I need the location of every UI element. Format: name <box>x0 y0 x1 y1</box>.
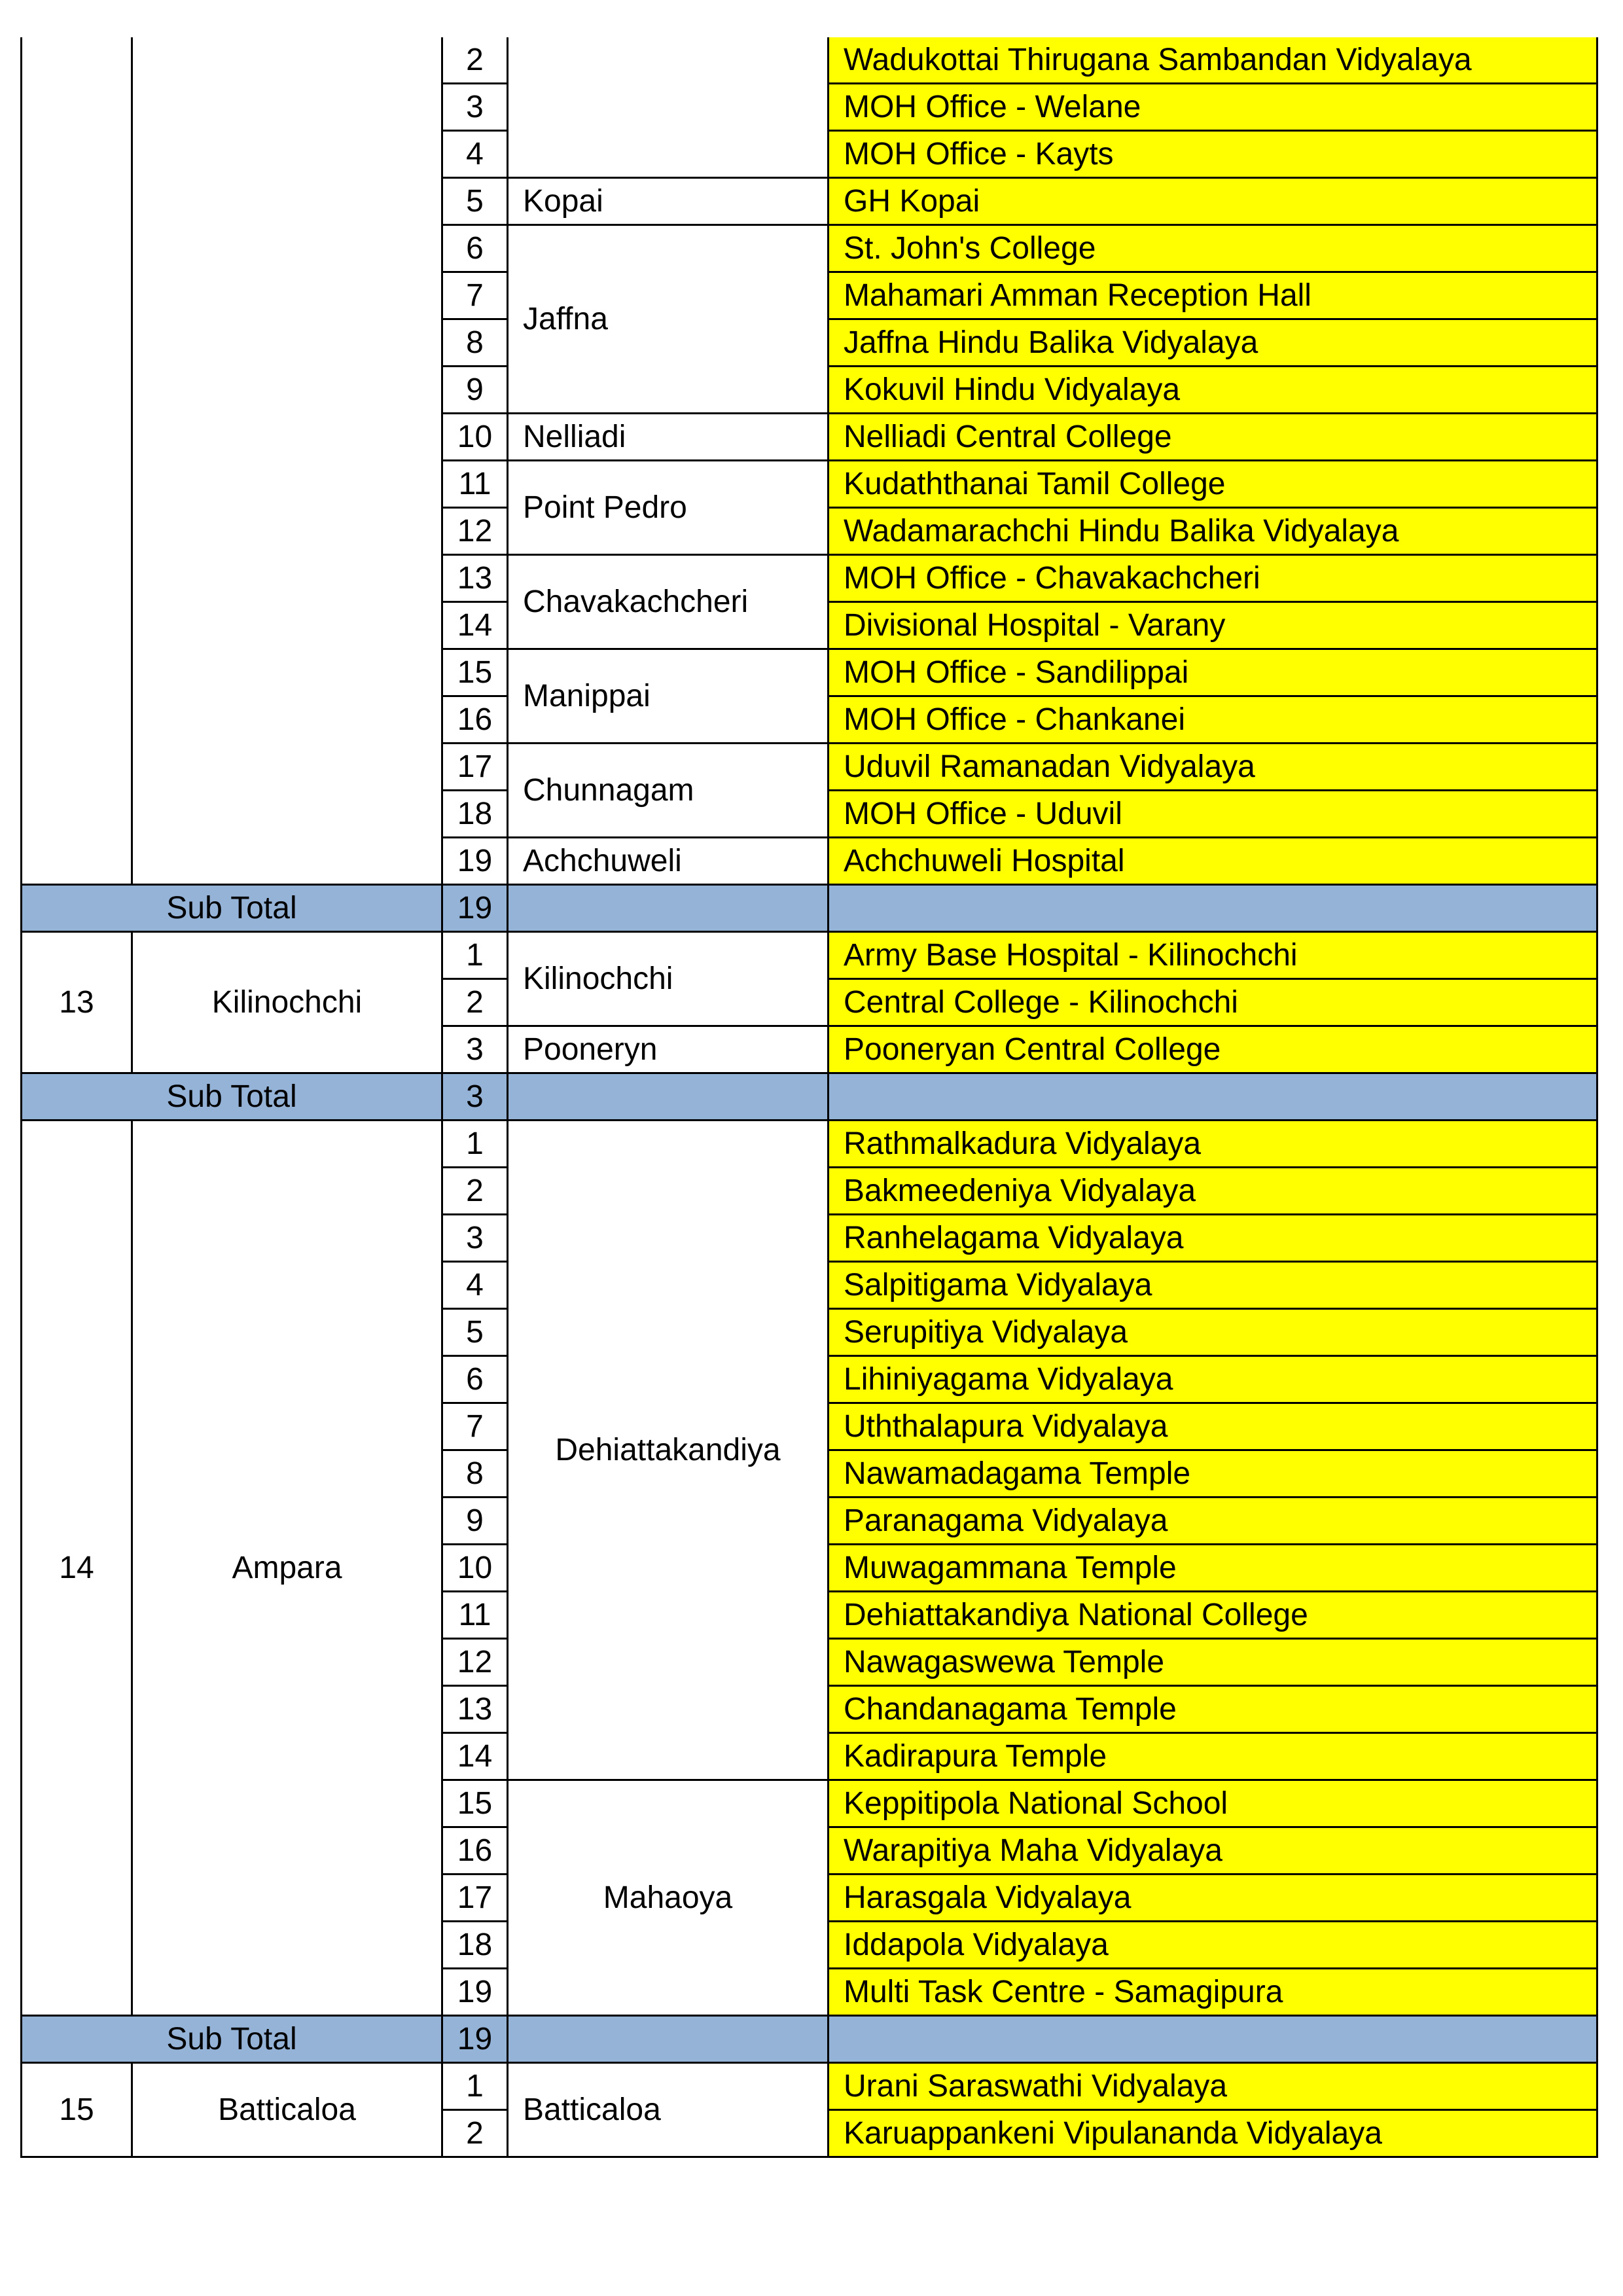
vaccination-centre: Paranagama Vidyalaya <box>829 1498 1597 1545</box>
serial-number: 15 <box>442 1780 508 1827</box>
vaccination-centre: Warapitiya Maha Vidyalaya <box>829 1827 1597 1874</box>
serial-number: 11 <box>442 461 508 508</box>
serial-number: 3 <box>442 1026 508 1073</box>
vaccination-centre: Karuappankeni Vipulananda Vidyalaya <box>829 2110 1597 2157</box>
district-name: Kilinochchi <box>132 932 442 1073</box>
district-name: Ampara <box>132 1121 442 2016</box>
vaccination-centre: Multi Task Centre - Samagipura <box>829 1969 1597 2016</box>
serial-number: 1 <box>442 932 508 979</box>
serial-number: 3 <box>442 84 508 131</box>
table-row <box>22 2063 1597 2110</box>
vaccination-centre: Pooneryan Central College <box>829 1026 1597 1073</box>
subtotal-blank <box>508 2016 829 2063</box>
district-number: 15 <box>22 2063 132 2157</box>
vaccination-centre: Wadukottai Thirugana Sambandan Vidyalaya <box>829 37 1597 84</box>
serial-number: 14 <box>442 602 508 649</box>
serial-number: 5 <box>442 1309 508 1356</box>
subtotal-label: Sub Total <box>22 2016 442 2063</box>
moh-area: Batticaloa <box>508 2063 829 2157</box>
subtotal-blank <box>829 1073 1597 1121</box>
vaccination-centre: GH Kopai <box>829 178 1597 225</box>
vaccination-centre: Kadirapura Temple <box>829 1733 1597 1780</box>
vaccination-centre: Nawagaswewa Temple <box>829 1639 1597 1686</box>
subtotal-row <box>22 885 1597 932</box>
vaccination-centre: MOH Office - Welane <box>829 84 1597 131</box>
district-number: 13 <box>22 932 132 1073</box>
serial-number: 10 <box>442 414 508 461</box>
vaccination-centre: Urani Saraswathi Vidyalaya <box>829 2063 1597 2110</box>
vaccination-centre: MOH Office - Sandilippai <box>829 649 1597 696</box>
moh-area: Kopai <box>508 178 829 225</box>
vaccination-centre: Keppitipola National School <box>829 1780 1597 1827</box>
vaccination-centre: Nawamadagama Temple <box>829 1450 1597 1498</box>
serial-number: 8 <box>442 319 508 367</box>
table-body <box>22 37 1597 2157</box>
serial-number: 9 <box>442 1498 508 1545</box>
vaccination-centre: Jaffna Hindu Balika Vidyalaya <box>829 319 1597 367</box>
serial-number: 16 <box>442 1827 508 1874</box>
vaccination-centre: Achchuweli Hospital <box>829 838 1597 885</box>
moh-area <box>508 37 829 178</box>
vaccination-centre: MOH Office - Kayts <box>829 131 1597 178</box>
serial-number: 2 <box>442 37 508 84</box>
serial-number: 18 <box>442 1922 508 1969</box>
serial-number: 13 <box>442 1686 508 1733</box>
serial-number: 12 <box>442 1639 508 1686</box>
serial-number: 6 <box>442 1356 508 1403</box>
subtotal-row <box>22 1073 1597 1121</box>
subtotal-blank <box>508 1073 829 1121</box>
serial-number: 5 <box>442 178 508 225</box>
vaccination-centre: Kudaththanai Tamil College <box>829 461 1597 508</box>
moh-area: Dehiattakandiya <box>508 1121 829 1780</box>
table-row <box>22 37 1597 84</box>
subtotal-blank <box>829 885 1597 932</box>
vaccination-centre: Divisional Hospital - Varany <box>829 602 1597 649</box>
vaccination-centres-table <box>20 37 1598 2158</box>
vaccination-centre: Army Base Hospital - Kilinochchi <box>829 932 1597 979</box>
subtotal-row <box>22 2016 1597 2063</box>
serial-number: 6 <box>442 225 508 272</box>
vaccination-centre: Dehiattakandiya National College <box>829 1592 1597 1639</box>
serial-number: 7 <box>442 272 508 319</box>
vaccination-centre: Serupitiya Vidyalaya <box>829 1309 1597 1356</box>
subtotal-count: 3 <box>442 1073 508 1121</box>
district-name <box>132 37 442 885</box>
serial-number: 16 <box>442 696 508 744</box>
serial-number: 14 <box>442 1733 508 1780</box>
moh-area: Jaffna <box>508 225 829 414</box>
moh-area: Achchuweli <box>508 838 829 885</box>
vaccination-centre: Muwagammana Temple <box>829 1545 1597 1592</box>
table-row <box>22 932 1597 979</box>
vaccination-centre: Chandanagama Temple <box>829 1686 1597 1733</box>
vaccination-centre: MOH Office - Chankanei <box>829 696 1597 744</box>
serial-number: 9 <box>442 367 508 414</box>
moh-area: Pooneryn <box>508 1026 829 1073</box>
vaccination-centre: Iddapola Vidyalaya <box>829 1922 1597 1969</box>
serial-number: 17 <box>442 744 508 791</box>
vaccination-centre: Kokuvil Hindu Vidyalaya <box>829 367 1597 414</box>
serial-number: 11 <box>442 1592 508 1639</box>
serial-number: 13 <box>442 555 508 602</box>
serial-number: 2 <box>442 2110 508 2157</box>
serial-number: 1 <box>442 1121 508 1168</box>
vaccination-centre: Uththalapura Vidyalaya <box>829 1403 1597 1450</box>
serial-number: 12 <box>442 508 508 555</box>
moh-area: Mahaoya <box>508 1780 829 2016</box>
vaccination-centre: Harasgala Vidyalaya <box>829 1874 1597 1922</box>
serial-number: 15 <box>442 649 508 696</box>
serial-number: 3 <box>442 1215 508 1262</box>
serial-number: 7 <box>442 1403 508 1450</box>
serial-number: 2 <box>442 1168 508 1215</box>
serial-number: 4 <box>442 1262 508 1309</box>
moh-area: Point Pedro <box>508 461 829 555</box>
vaccination-centre: MOH Office - Chavakachcheri <box>829 555 1597 602</box>
moh-area: Nelliadi <box>508 414 829 461</box>
serial-number: 4 <box>442 131 508 178</box>
table-row <box>22 1121 1597 1168</box>
moh-area: Kilinochchi <box>508 932 829 1026</box>
vaccination-centre: Rathmalkadura Vidyalaya <box>829 1121 1597 1168</box>
moh-area: Chunnagam <box>508 744 829 838</box>
vaccination-centre: Bakmeedeniya Vidyalaya <box>829 1168 1597 1215</box>
vaccination-centre: MOH Office - Uduvil <box>829 791 1597 838</box>
vaccination-centre: Uduvil Ramanadan Vidyalaya <box>829 744 1597 791</box>
moh-area: Chavakachcheri <box>508 555 829 649</box>
serial-number: 2 <box>442 979 508 1026</box>
vaccination-centre: Mahamari Amman Reception Hall <box>829 272 1597 319</box>
subtotal-blank <box>508 885 829 932</box>
district-name: Batticaloa <box>132 2063 442 2157</box>
vaccination-centre: St. John's College <box>829 225 1597 272</box>
vaccination-centre: Ranhelagama Vidyalaya <box>829 1215 1597 1262</box>
moh-area: Manippai <box>508 649 829 744</box>
subtotal-label: Sub Total <box>22 885 442 932</box>
vaccination-centre: Central College - Kilinochchi <box>829 979 1597 1026</box>
subtotal-count: 19 <box>442 2016 508 2063</box>
serial-number: 1 <box>442 2063 508 2110</box>
serial-number: 19 <box>442 838 508 885</box>
vaccination-centre: Nelliadi Central College <box>829 414 1597 461</box>
district-number: 14 <box>22 1121 132 2016</box>
serial-number: 19 <box>442 1969 508 2016</box>
vaccination-centre: Lihiniyagama Vidyalaya <box>829 1356 1597 1403</box>
subtotal-count: 19 <box>442 885 508 932</box>
subtotal-blank <box>829 2016 1597 2063</box>
serial-number: 17 <box>442 1874 508 1922</box>
district-number <box>22 37 132 885</box>
serial-number: 10 <box>442 1545 508 1592</box>
serial-number: 18 <box>442 791 508 838</box>
vaccination-centre: Wadamarachchi Hindu Balika Vidyalaya <box>829 508 1597 555</box>
serial-number: 8 <box>442 1450 508 1498</box>
subtotal-label: Sub Total <box>22 1073 442 1121</box>
vaccination-centre: Salpitigama Vidyalaya <box>829 1262 1597 1309</box>
